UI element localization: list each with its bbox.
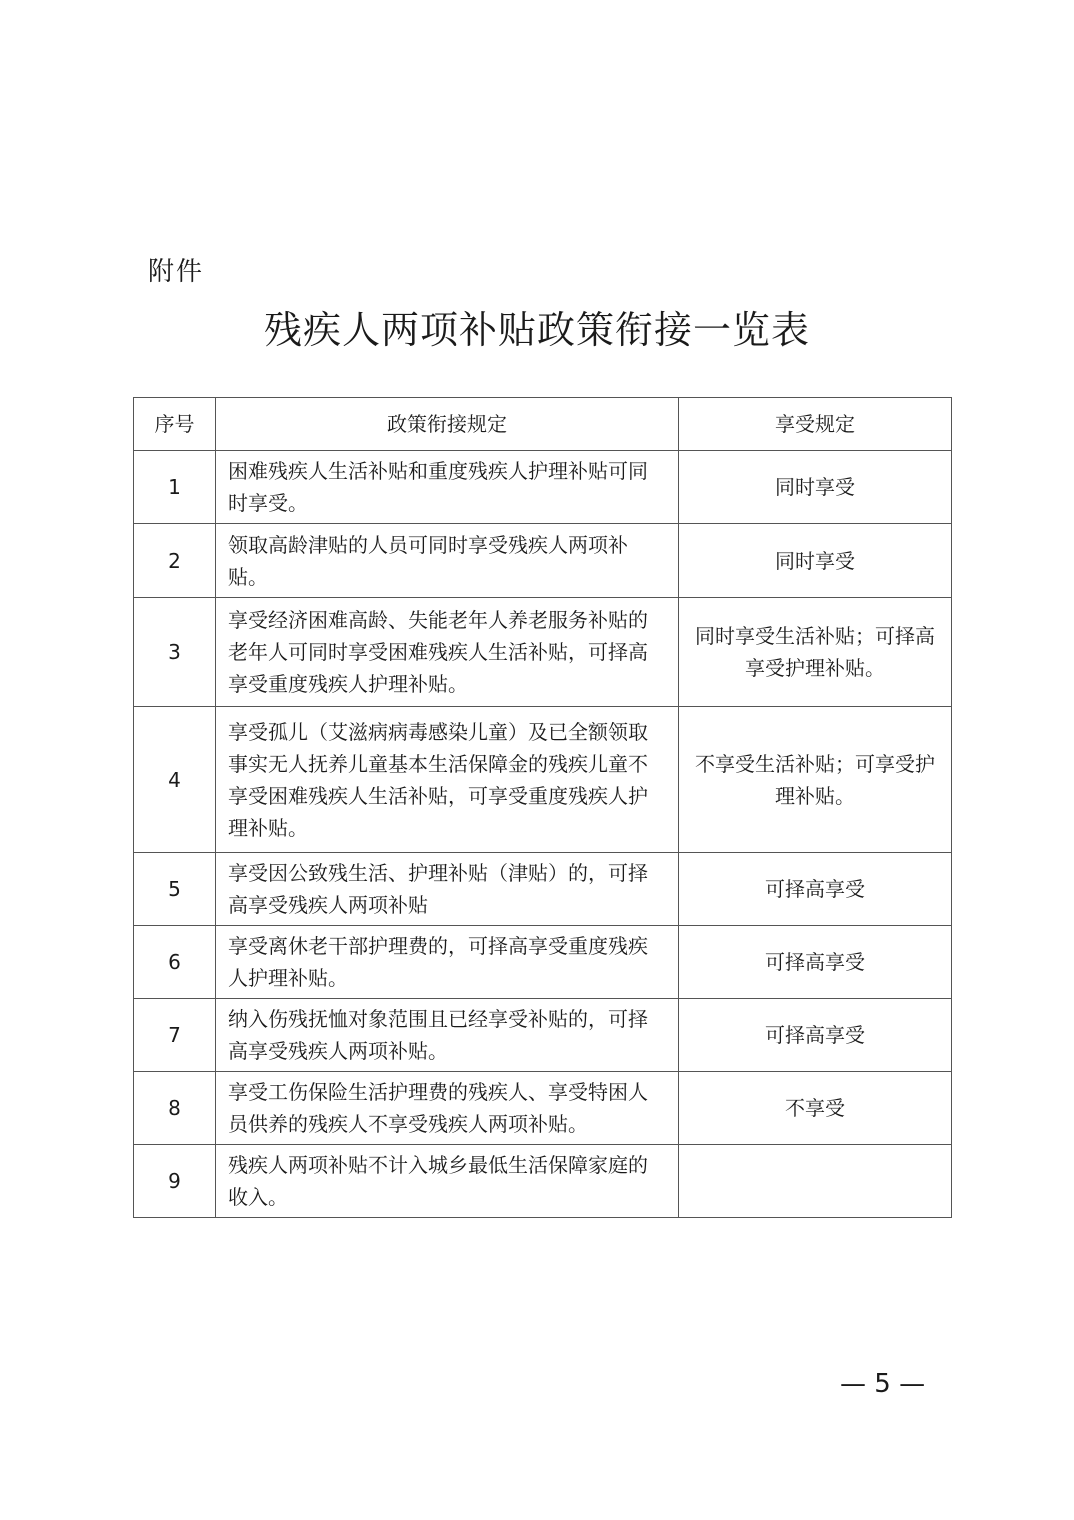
row-enjoy-rule: 可择高享受 (679, 926, 952, 999)
row-number: 4 (134, 707, 216, 853)
table-row (134, 451, 952, 524)
row-number: 8 (134, 1072, 216, 1145)
table-row (134, 707, 952, 853)
row-policy-rule: 困难残疾人生活补贴和重度残疾人护理补贴可同时享受。 (216, 451, 679, 524)
header-policy-rule: 政策衔接规定 (216, 398, 679, 451)
table-row (134, 598, 952, 707)
table-row (134, 1145, 952, 1218)
row-number: 1 (134, 451, 216, 524)
row-policy-rule: 残疾人两项补贴不计入城乡最低生活保障家庭的收入。 (216, 1145, 679, 1218)
row-policy-rule: 纳入伤残抚恤对象范围且已经享受补贴的，可择高享受残疾人两项补贴。 (216, 999, 679, 1072)
table-row (134, 999, 952, 1072)
row-policy-rule: 享受经济困难高龄、失能老年人养老服务补贴的老年人可同时享受困难残疾人生活补贴，可择高享受重度残疾人护理补贴。 (216, 598, 679, 707)
row-enjoy-rule: 同时享受生活补贴；可择高享受护理补贴。 (679, 598, 952, 707)
table-row (134, 524, 952, 598)
table-row (134, 1072, 952, 1145)
row-policy-rule: 享受因公致残生活、护理补贴（津贴）的，可择高享受残疾人两项补贴 (216, 853, 679, 926)
policy-table (133, 397, 952, 1218)
row-enjoy-rule (679, 1145, 952, 1218)
row-policy-rule: 领取高龄津贴的人员可同时享受残疾人两项补贴。 (216, 524, 679, 598)
row-number: 2 (134, 524, 216, 598)
document-title: 残疾人两项补贴政策衔接一览表 (263, 308, 810, 352)
row-enjoy-rule: 同时享受 (679, 524, 952, 598)
table-row (134, 926, 952, 999)
row-policy-rule: 享受孤儿（艾滋病病毒感染儿童）及已全额领取事实无人抚养儿童基本生活保障金的残疾儿童不享受困难残疾人生活补贴，可享受重度残疾人护理补贴。 (216, 707, 679, 853)
row-number: 9 (134, 1145, 216, 1218)
row-number: 5 (134, 853, 216, 926)
row-policy-rule: 享受工伤保险生活护理费的残疾人、享受特困人员供养的残疾人不享受残疾人两项补贴。 (216, 1072, 679, 1145)
row-number: 6 (134, 926, 216, 999)
table-row (134, 853, 952, 926)
row-enjoy-rule: 可择高享受 (679, 999, 952, 1072)
row-enjoy-rule: 可择高享受 (679, 853, 952, 926)
row-enjoy-rule: 同时享受 (679, 451, 952, 524)
page-number: — 5 — (840, 1369, 926, 1399)
row-number: 3 (134, 598, 216, 707)
header-number: 序号 (134, 398, 216, 451)
header-enjoy-rule: 享受规定 (679, 398, 952, 451)
row-policy-rule: 享受离休老干部护理费的，可择高享受重度残疾人护理补贴。 (216, 926, 679, 999)
table-header-row (134, 398, 952, 451)
attachment-label: 附件 (148, 257, 205, 287)
row-enjoy-rule: 不享受生活补贴；可享受护理补贴。 (679, 707, 952, 853)
row-number: 7 (134, 999, 216, 1072)
row-enjoy-rule: 不享受 (679, 1072, 952, 1145)
